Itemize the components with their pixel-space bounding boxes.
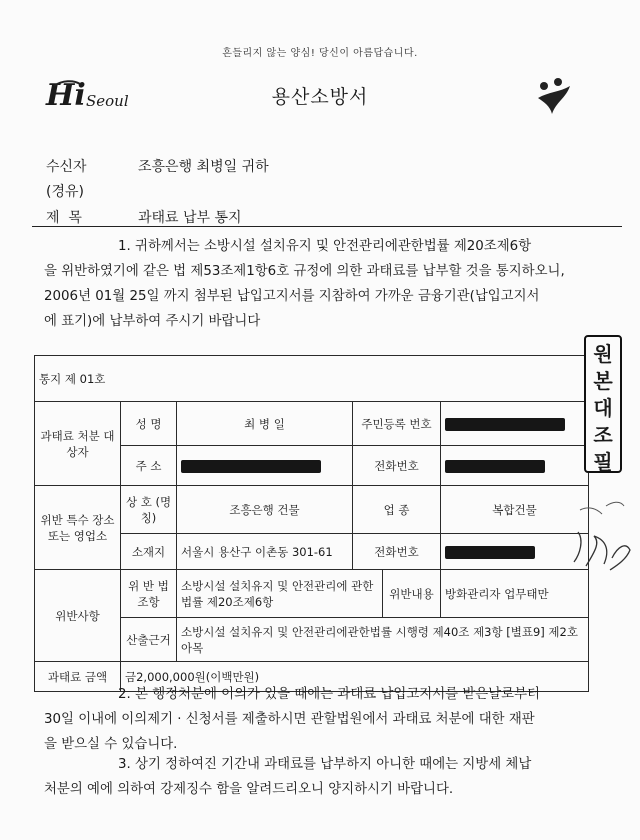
subject-row bbox=[46, 207, 606, 227]
business-label: 업 종 bbox=[353, 486, 441, 534]
location-label: 소재지 bbox=[121, 534, 177, 570]
stamp-char-3: 대 bbox=[593, 396, 613, 420]
p3-line2: 처분의 예에 의하여 강제징수 함을 알려드리오니 양지하시기 바랍니다. bbox=[44, 782, 454, 797]
phone2-label: 전화번호 bbox=[353, 534, 441, 570]
seoul-emblem-icon bbox=[530, 72, 578, 120]
recipient-row bbox=[46, 156, 606, 176]
recipient-label: 수신자 bbox=[46, 159, 87, 175]
header-divider bbox=[32, 226, 622, 227]
p1-line3: 2006년 01월 25일 까지 첨부된 납입고지서를 지참하여 가까운 금융기관(납입고지서 bbox=[44, 289, 540, 304]
slogan: 흔들리지 않는 양심! 당신이 아름답습니다. bbox=[222, 48, 418, 59]
trade-label: 상 호 (명 칭) bbox=[121, 486, 177, 534]
basis-label: 산출근거 bbox=[121, 618, 177, 662]
basis-value: 소방시설 설치유지 및 안전관리에관한법률 시행령 제40조 제3항 [별표9] 제2호아목 bbox=[177, 618, 589, 662]
location-value: 서울시 용산구 이촌동 301-61 bbox=[177, 534, 353, 570]
subject-label: 제 목 bbox=[46, 210, 82, 226]
office-title: 용산소방서 bbox=[271, 86, 369, 108]
resident-no-label: 주민등록 번호 bbox=[353, 402, 441, 446]
original-verified-stamp bbox=[584, 335, 622, 473]
phone2-redaction bbox=[445, 546, 535, 559]
amount-label: 과태료 금액 bbox=[35, 662, 121, 692]
stamp-char-5: 필 bbox=[593, 450, 613, 474]
notice-number: 통지 제 01호 bbox=[35, 356, 589, 402]
p1-line1: 1. 귀하께서는 소방시설 설치유지 및 안전관리에관한법률 제20조제6항 bbox=[118, 239, 532, 254]
p2-line3: 을 받으실 수 있습니다. bbox=[44, 737, 178, 752]
address-label: 주 소 bbox=[121, 446, 177, 486]
name-value: 최 병 일 bbox=[177, 402, 353, 446]
content-label: 위반내용 bbox=[383, 570, 441, 618]
logo-hi-text: Hi bbox=[46, 78, 86, 113]
recipient-value: 조흥은행 최병일 귀하 bbox=[138, 159, 269, 175]
p1-line4: 에 표기)에 납부하여 주시기 바랍니다 bbox=[44, 314, 261, 329]
p3-line1: 3. 상기 정하여진 기간내 과태료를 납부하지 아니한 때에는 지방세 체납 bbox=[118, 757, 532, 772]
paragraph-2 bbox=[44, 682, 624, 757]
trade-value: 조흥은행 건물 bbox=[177, 486, 353, 534]
law-label: 위 반 법조항 bbox=[121, 570, 177, 618]
target-label: 과태료 처분 대상자 bbox=[35, 402, 121, 486]
paragraph-3 bbox=[44, 752, 624, 802]
name-label: 성 명 bbox=[121, 402, 177, 446]
amount-value: 금2,000,000원(이백만원) bbox=[121, 662, 589, 692]
violation-label: 위반사항 bbox=[35, 570, 121, 662]
p1-line2: 을 위반하였기에 같은 법 제53조제1항6호 규정에 의한 과태료를 납부할 것을 통지하오니, bbox=[44, 264, 565, 279]
business-value: 복합건물 bbox=[441, 486, 589, 534]
address-cell bbox=[177, 446, 353, 486]
subject-value: 과태료 납부 통지 bbox=[138, 210, 242, 226]
content-value: 방화관리자 업무태만 bbox=[441, 570, 589, 618]
address-redaction bbox=[181, 460, 321, 473]
stamp-char-1: 원 bbox=[593, 342, 613, 366]
law-value: 소방시설 설치유지 및 안전관리에 관한법률 제20조제6항 bbox=[177, 570, 383, 618]
resident-no-cell bbox=[441, 402, 589, 446]
logo-seoul-text: Seoul bbox=[86, 92, 129, 110]
site-label: 위반 특수 장소 또는 영업소 bbox=[35, 486, 121, 570]
paragraph-1 bbox=[44, 234, 624, 334]
notice-table bbox=[34, 355, 589, 692]
stamp-char-2: 본 bbox=[593, 369, 613, 393]
handwritten-signature bbox=[566, 470, 636, 580]
via-label: (경유) bbox=[46, 184, 84, 200]
resident-no-redaction bbox=[445, 418, 565, 431]
phone-redaction bbox=[445, 460, 545, 473]
p2-line1: 2. 본 행정처분에 이의가 있을 때에는 과태료 납입고지서를 받은날로부터 bbox=[118, 687, 540, 702]
p2-line2: 30일 이내에 이의제기 · 신청서를 제출하시면 관할법원에서 과태료 처분에 대한 재판 bbox=[44, 712, 535, 727]
stamp-char-4: 조 bbox=[593, 423, 613, 447]
via-row bbox=[46, 181, 606, 201]
phone-label: 전화번호 bbox=[353, 446, 441, 486]
